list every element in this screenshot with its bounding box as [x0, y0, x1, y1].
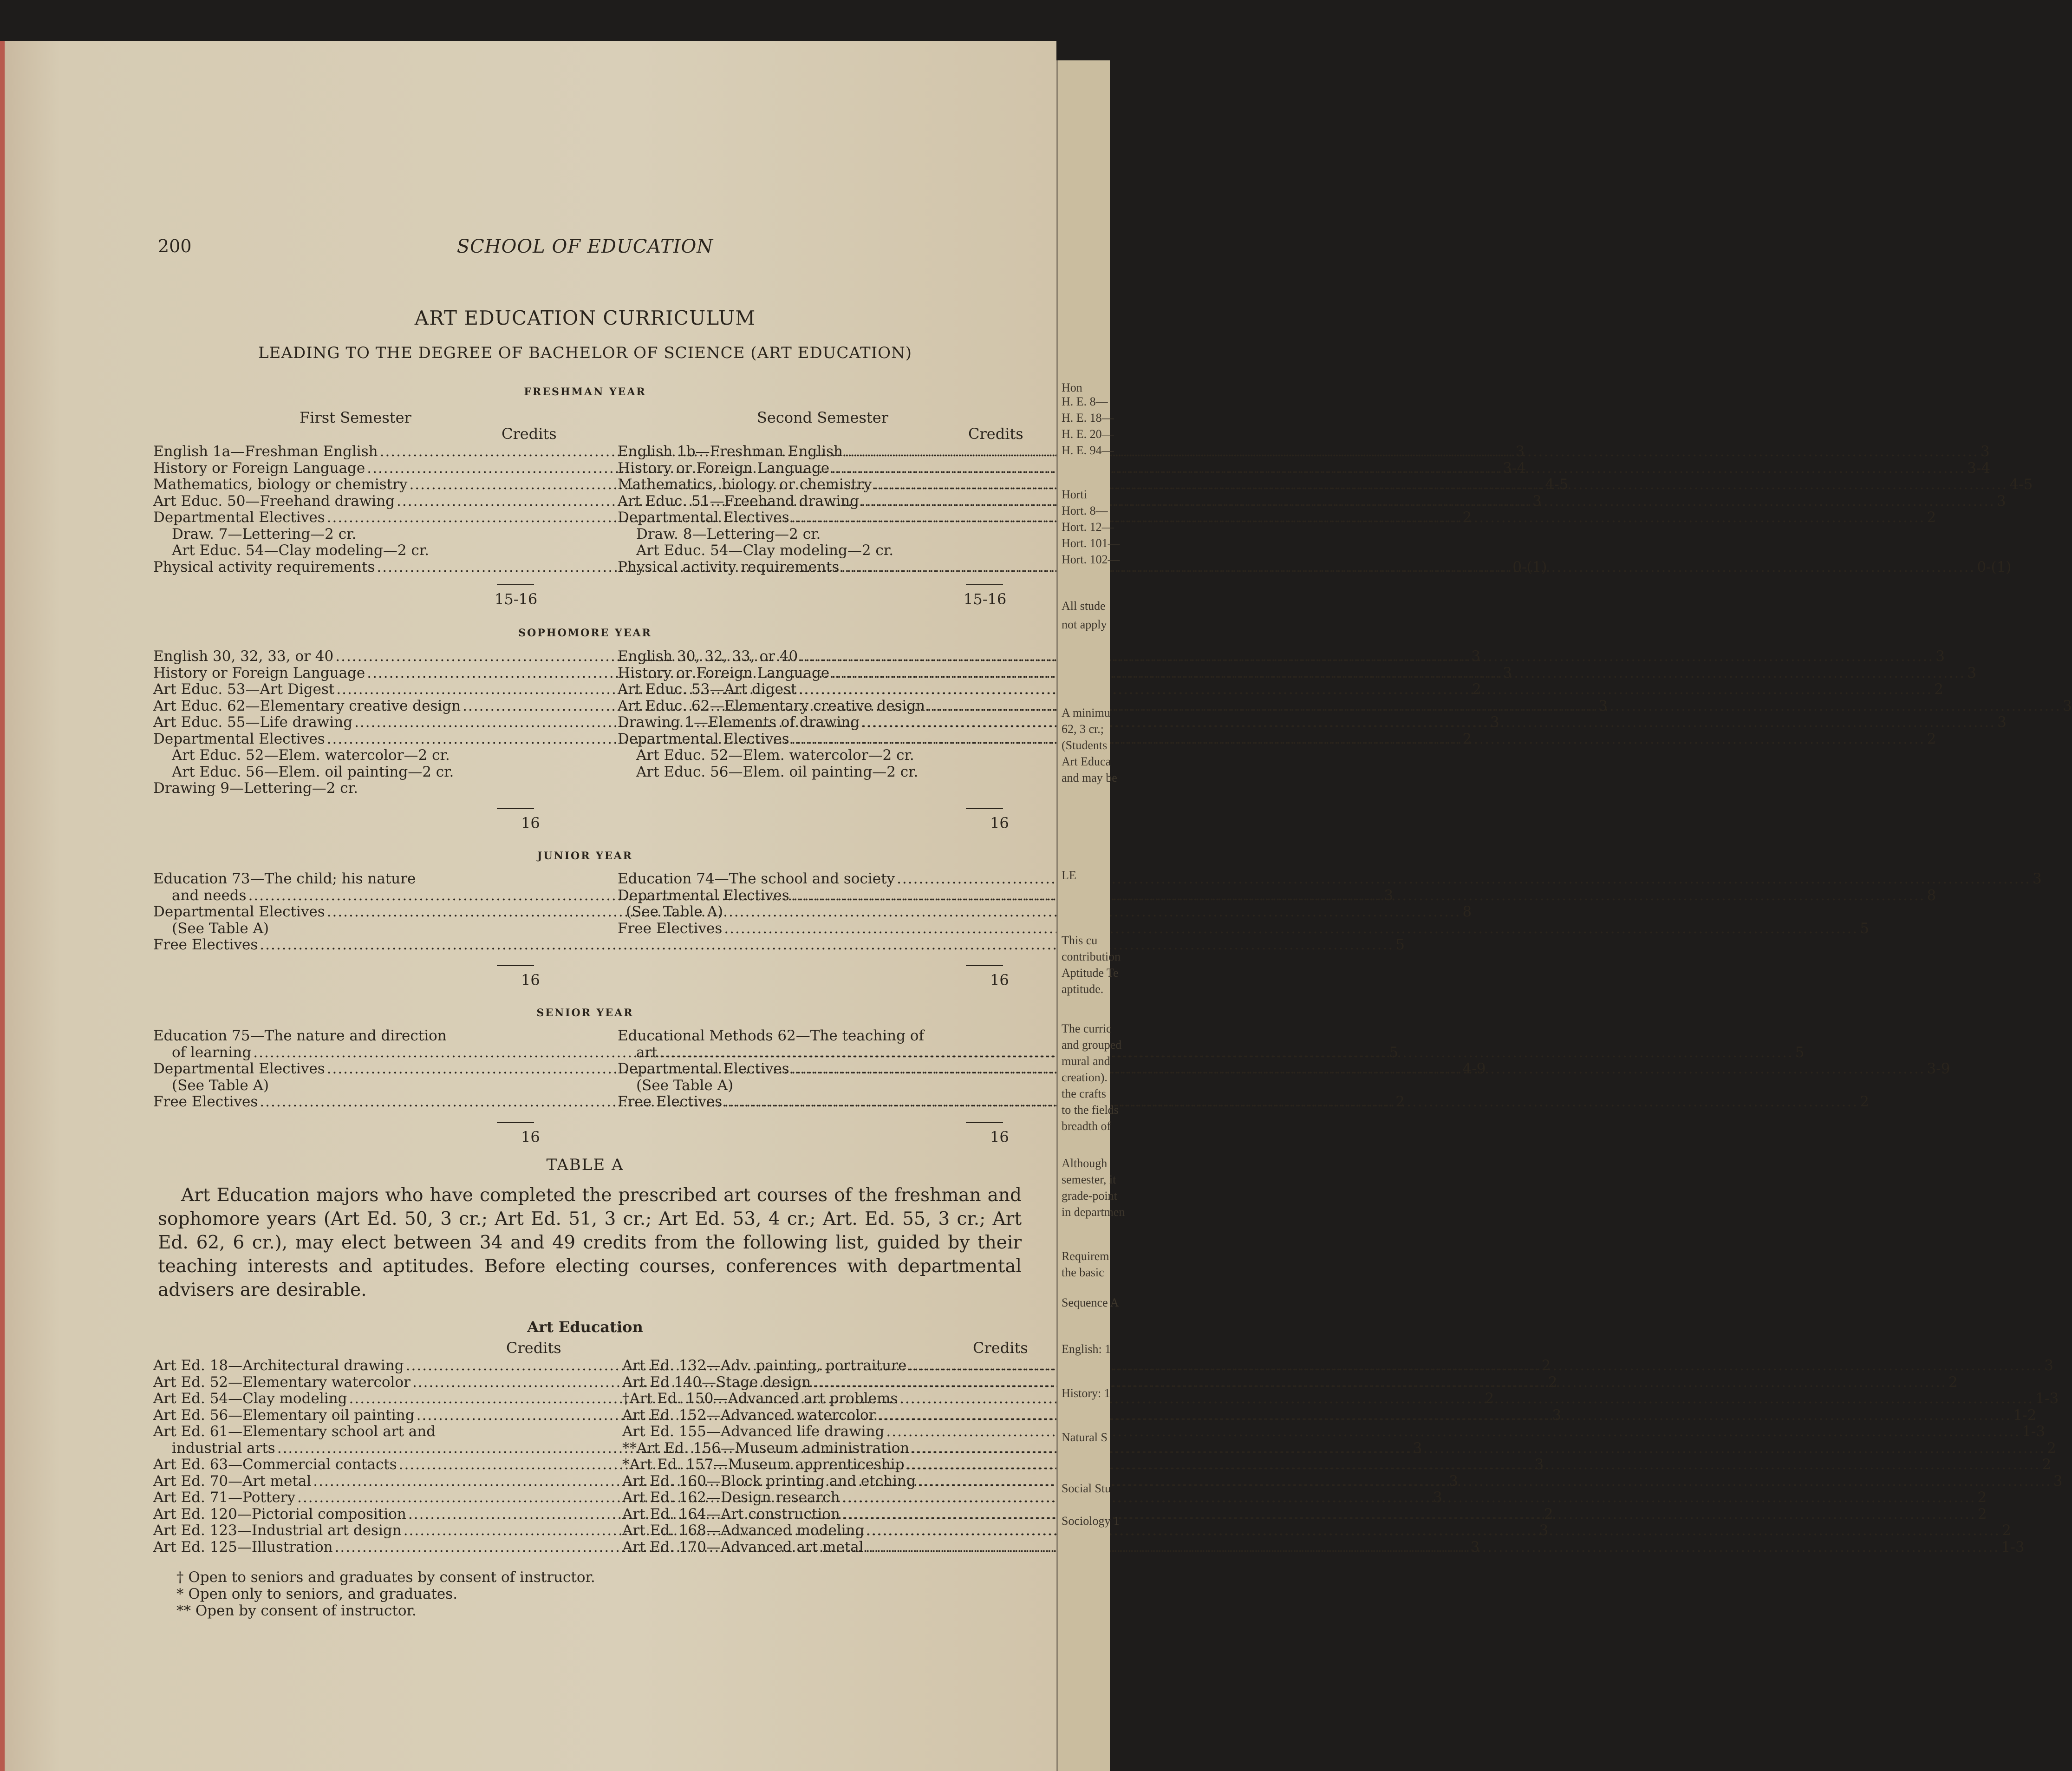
course-credits: 3	[1470, 1538, 1480, 1555]
course-label: Draw. 8—Lettering—2 cr.	[636, 525, 821, 542]
leader-dots	[842, 1490, 1976, 1506]
course-label: Art Educ. 56—Elem. oil painting—2 cr.	[172, 763, 454, 780]
adjacent-page-fragment: Requirem	[1062, 1249, 1109, 1263]
course-row	[153, 1424, 534, 1440]
course-label: Free Electives	[618, 920, 723, 937]
course-credits: 3	[1413, 1439, 1422, 1457]
leader-dots	[866, 1523, 2000, 1539]
course-credits: 2	[1462, 509, 1472, 526]
course-credits: 4-5	[1545, 476, 1569, 493]
course-label: Art Educ. 51—Freehand drawing	[618, 492, 860, 510]
leader-dots	[813, 1374, 1947, 1391]
adjacent-page-fragment: History: 1	[1062, 1386, 1110, 1400]
adjacent-page-fragment: Sequence A	[1062, 1296, 1119, 1309]
course-credits: 3	[2063, 697, 2072, 714]
adjacent-page-fragment: aptitude.	[1062, 982, 1104, 996]
course-credits: 2	[2047, 1439, 2056, 1457]
sophomore-left-total-rule	[497, 808, 534, 809]
leader-dots	[791, 1061, 1925, 1078]
leader-dots	[873, 477, 2007, 493]
course-credits: 3	[1980, 443, 1990, 460]
course-credits: 3	[1539, 1522, 1549, 1539]
course-credits: 1-3	[2001, 1538, 2025, 1555]
freshman-right-total: 15-16	[964, 590, 1007, 608]
course-label: Departmental Electives	[618, 509, 789, 526]
course-credits: 2	[1948, 1373, 1958, 1391]
course-label: of learning	[172, 1044, 252, 1061]
course-row	[622, 1456, 2052, 1473]
course-label: Art Ed. 132—Adv. painting, portraiture	[622, 1357, 907, 1374]
adjacent-page-edge	[1056, 60, 1125, 1771]
course-row	[153, 476, 1569, 493]
course-row	[153, 780, 534, 797]
course-credits: 4-5	[2009, 476, 2033, 493]
adjacent-page-fragment: mural and	[1062, 1054, 1110, 1068]
course-label: Education 74—The school and society	[618, 870, 895, 887]
adjacent-page-fragment: and grouped	[1062, 1038, 1122, 1052]
course-label: Drawing 9—Lettering—2 cr.	[153, 780, 358, 797]
course-label: History or Foreign Language	[618, 664, 830, 681]
junior-left-total-rule	[497, 965, 534, 966]
course-credits: 5	[1395, 936, 1405, 953]
junior-right-total-rule	[966, 965, 1003, 966]
leader-dots	[842, 1506, 1976, 1523]
course-credits: 3	[1598, 697, 1608, 714]
course-credits: 4-9	[1462, 1060, 1486, 1077]
adjacent-page-fragment: the basic	[1062, 1266, 1104, 1279]
leader-dots	[841, 559, 1975, 576]
page-title: ART EDUCATION CURRICULUM	[414, 307, 756, 329]
leader-dots	[724, 921, 1858, 937]
course-label: Art Educ. 50—Freehand drawing	[153, 492, 395, 510]
first-semester-heading: First Semester	[300, 409, 411, 426]
course-row	[618, 1078, 998, 1094]
course-label: Departmental Electives	[618, 1060, 789, 1077]
senior-right-total-rule	[966, 1122, 1003, 1123]
course-row	[153, 459, 1526, 477]
course-credits: 3	[1503, 664, 1512, 681]
adjacent-page-fragment: Aptitude Te	[1062, 966, 1119, 980]
adjacent-page-fragment: semester, it	[1062, 1173, 1116, 1186]
course-credits: 2	[1977, 1505, 1987, 1523]
course-label: Art Ed. 123—Industrial art design	[153, 1522, 402, 1539]
leader-dots	[791, 510, 1925, 526]
course-credits: 8	[1927, 887, 1936, 904]
course-credits: 5	[1795, 1044, 1805, 1061]
course-credits: 1-3	[2022, 1423, 2046, 1440]
course-label: Art Ed. 168—Advanced modeling	[622, 1522, 865, 1539]
senior-left-total: 16	[521, 1128, 540, 1146]
course-credits: 2	[1977, 1489, 1987, 1506]
leader-dots	[831, 460, 1965, 477]
course-label: Art Ed. 54—Clay modeling	[153, 1390, 347, 1407]
course-credits: 1-3	[2035, 1390, 2059, 1407]
course-row	[153, 747, 534, 764]
course-label: English 1a—Freshman English	[153, 443, 378, 460]
second-semester-heading: Second Semester	[757, 409, 888, 426]
course-row	[622, 1538, 2025, 1556]
footnote-double-star: ** Open by consent of instructor.	[176, 1602, 417, 1619]
course-row	[622, 1522, 2012, 1539]
course-credits: 3-9	[1927, 1060, 1950, 1077]
course-label: Art Ed. 70—Art metal	[153, 1472, 312, 1490]
course-credits: 0-(1)	[1512, 558, 1547, 575]
adjacent-page-fragment: not apply	[1062, 618, 1107, 631]
course-label: Art Educ. 55—Life drawing	[153, 714, 353, 731]
course-credits: 3	[1449, 1472, 1458, 1490]
course-label: Art Educ. 62—Elementary creative design	[618, 697, 925, 714]
adjacent-page-fragment: to the fields	[1062, 1103, 1119, 1117]
course-label: Educational Methods 62—The teaching of	[618, 1027, 924, 1044]
table-a-title: TABLE A	[546, 1156, 624, 1174]
course-row	[618, 764, 998, 781]
course-row	[618, 887, 1936, 904]
course-label: Art Ed. 164—Art construction	[622, 1505, 840, 1523]
course-row	[622, 1439, 2056, 1457]
course-label: History or Foreign Language	[618, 459, 830, 477]
course-label: Drawing 1—Elements of drawing	[618, 714, 860, 731]
course-credits: 3	[1532, 492, 1542, 510]
leader-dots	[878, 1407, 2012, 1424]
adjacent-page-fragment: English: 1	[1062, 1342, 1111, 1356]
course-credits: 3	[1996, 492, 2006, 510]
course-label: Mathematics, biology or chemistry	[618, 476, 872, 493]
footnotes	[176, 1569, 595, 1619]
footnote-single-star: * Open only to seniors, and graduates.	[176, 1586, 458, 1602]
course-label: (See Table A)	[172, 1077, 269, 1094]
adjacent-page-fragment: H. E. 18—	[1062, 411, 1114, 425]
course-label: Departmental Electives	[618, 887, 789, 904]
course-label: Mathematics, biology or chemistry	[153, 476, 408, 493]
course-row	[153, 648, 1480, 665]
leader-dots	[791, 888, 1925, 904]
footnote-dagger: † Open to seniors and graduates by consent of instructor.	[176, 1569, 595, 1586]
adjacent-page-fragment: Although	[1062, 1157, 1108, 1170]
sophomore-left-total: 16	[521, 814, 540, 832]
course-label: †Art Ed. 150—Advanced art problems	[622, 1390, 898, 1407]
leader-dots	[861, 714, 1995, 731]
course-row	[153, 542, 534, 559]
freshman-right-total-rule	[966, 584, 1003, 585]
course-row	[618, 681, 1943, 698]
adjacent-page-fragment: LE	[1062, 869, 1076, 882]
course-label: Departmental Electives	[618, 730, 789, 747]
course-label: Art Educ. 52—Elem. watercolor—2 cr.	[636, 747, 914, 764]
adjacent-page-fragment: Sociology 1	[1062, 1514, 1120, 1528]
course-label: industrial arts	[172, 1439, 275, 1457]
course-label: Art Ed. 56—Elementary oil painting	[153, 1406, 415, 1424]
course-row	[618, 542, 998, 559]
course-label: English 1b—Freshman English	[618, 443, 843, 460]
course-credits: 3	[1384, 887, 1394, 904]
course-label: Art Educ. 52—Elem. watercolor—2 cr.	[172, 747, 450, 764]
senior-year-heading: SENIOR YEAR	[536, 1007, 634, 1019]
senior-left-total-rule	[497, 1122, 534, 1123]
adjacent-page-fragment: (Students	[1062, 738, 1108, 752]
credits-heading-left: Credits	[502, 425, 557, 443]
course-row	[153, 1078, 534, 1094]
freshman-left-total-rule	[497, 584, 534, 585]
course-credits: 3	[2044, 1357, 2053, 1374]
course-label: Art Educ. 56—Elem. oil painting—2 cr.	[636, 763, 919, 780]
adjacent-page-fragment: 62, 3 cr.;	[1062, 722, 1104, 736]
table-a-paragraph: Art Education majors who have completed the prescribed art courses of the freshman and sophomore years (Art Ed. 50, 3 cr.; Art Ed. 51, 3 cr.; Art Ed. 53, 4 cr.; Art. Ed. 55, 3 cr.; Art Ed. 62, 6 cr.), may elect between 34 and 49 credits from the following list, guided by their teaching interests and aptitudes. Before electing courses, conferences with departmental advisers are desirable.	[158, 1185, 1022, 1300]
course-label: Art Ed. 160—Block printing and etching	[622, 1472, 916, 1490]
adjacent-page-fragment: Natural S	[1062, 1431, 1108, 1444]
course-row	[153, 764, 534, 781]
course-row	[622, 1373, 1958, 1391]
course-credits: 2	[2002, 1522, 2012, 1539]
leader-dots	[798, 681, 1932, 698]
course-credits: 5	[1389, 1044, 1398, 1061]
course-label: Departmental Electives	[153, 730, 325, 747]
running-head: SCHOOL OF EDUCATION	[456, 236, 714, 257]
course-credits: 1-2	[2013, 1406, 2037, 1424]
course-label: Education 75—The nature and direction	[153, 1027, 447, 1044]
adjacent-page-fragment: All stude	[1062, 599, 1106, 613]
course-credits: 3	[2053, 1472, 2063, 1490]
leader-dots	[861, 493, 1995, 510]
course-label: Physical activity requirements	[618, 558, 840, 575]
leader-dots	[800, 648, 1934, 665]
course-row	[618, 526, 998, 543]
course-label: Physical activity requirements	[153, 558, 375, 575]
course-label: Departmental Electives	[153, 903, 325, 920]
sophomore-right-total: 16	[990, 814, 1009, 832]
course-label: Art Educ. 53—Art digest	[618, 681, 797, 698]
course-credits: 3-4	[1503, 459, 1526, 477]
course-label: Departmental Electives	[153, 1060, 325, 1077]
course-label: English 30, 32, 33, or 40	[153, 648, 334, 665]
course-row	[153, 871, 534, 888]
course-label: Art Ed. 155—Advanced life drawing	[622, 1423, 885, 1440]
course-label: Art Educ. 54—Clay modeling—2 cr.	[636, 542, 894, 559]
junior-year-heading: JUNIOR YEAR	[537, 850, 633, 862]
adjacent-page-fragment: creation).	[1062, 1071, 1108, 1084]
course-row	[622, 1357, 2053, 1374]
freshman-year-heading: FRESHMAN YEAR	[524, 386, 646, 398]
art-ed-credits-heading-left: Credits	[506, 1339, 561, 1357]
junior-second-semester-list	[618, 870, 2042, 937]
adjacent-page-fragment: in departmen	[1062, 1205, 1125, 1219]
adjacent-page-fragment: Hort. 102—	[1062, 553, 1120, 566]
adjacent-page-fragment: Hort. 8—	[1062, 504, 1108, 517]
course-credits: 3	[1935, 648, 1945, 665]
course-label: History or Foreign Language	[153, 459, 365, 477]
course-credits: 2	[1395, 1093, 1405, 1110]
course-credits: 0-(1)	[1977, 558, 2012, 575]
adjacent-page-fragment: Art Educa	[1062, 755, 1111, 768]
leader-dots	[260, 937, 1394, 954]
course-label: Art Educ. 54—Clay modeling—2 cr.	[172, 542, 430, 559]
page-number: 200	[158, 236, 192, 256]
course-row	[153, 921, 534, 937]
course-credits: 3	[1433, 1489, 1442, 1506]
sophomore-right-total-rule	[966, 808, 1003, 809]
adjacent-page-fragment: Hon	[1062, 381, 1082, 394]
course-label: Art Ed. 63—Commercial contacts	[153, 1456, 397, 1473]
adjacent-page-fragment: H. E. 20—	[1062, 427, 1114, 441]
course-row	[618, 920, 1869, 937]
course-label: (See Table A)	[172, 920, 269, 937]
adjacent-page-fragment: Hort. 12—	[1062, 520, 1114, 534]
leader-dots	[659, 1045, 1793, 1061]
course-label: Art Ed. 125—Illustration	[153, 1538, 333, 1555]
course-row	[618, 648, 1945, 665]
course-label: Art Ed. 152—Advanced watercolor	[622, 1406, 876, 1424]
course-label: Free Electives	[153, 936, 258, 953]
junior-right-total: 16	[990, 971, 1009, 989]
course-row	[618, 904, 998, 921]
adjacent-page-fragment: H. E. 94—	[1062, 444, 1114, 457]
course-credits: 2	[1541, 1357, 1551, 1374]
adjacent-page-fragment: contribution	[1062, 950, 1121, 963]
art-education-heading: Art Education	[527, 1318, 643, 1336]
course-credits: 3	[1997, 714, 2007, 731]
art-ed-credits-heading-right: Credits	[973, 1339, 1028, 1357]
sophomore-year-heading: SOPHOMORE YEAR	[518, 627, 652, 639]
course-credits: 8	[1462, 903, 1472, 920]
course-credits: 3	[1534, 1456, 1544, 1473]
course-row	[622, 1406, 2037, 1424]
adjacent-page-fragment: Social Stu	[1062, 1482, 1111, 1495]
course-label: Art Ed. 52—Elementary watercolor	[153, 1373, 410, 1391]
page-subtitle: LEADING TO THE DEGREE OF BACHELOR OF SCIENCE (ART EDUCATION)	[258, 344, 912, 362]
course-credits: 2	[1927, 730, 1936, 747]
leader-dots	[724, 1094, 1858, 1111]
course-credits: 3	[2033, 870, 2042, 887]
course-credits: 3	[1515, 443, 1525, 460]
course-row	[618, 747, 998, 764]
course-row	[618, 1028, 998, 1045]
adjacent-page-fragment: A minimu	[1062, 706, 1110, 719]
credits-heading-right: Credits	[968, 425, 1023, 443]
course-label: Draw. 7—Lettering—2 cr.	[172, 525, 357, 542]
adjacent-page-fragment: Horti	[1062, 488, 1087, 501]
course-label: Art Ed. 18—Architectural drawing	[153, 1357, 404, 1374]
course-row	[153, 1028, 534, 1045]
course-row	[153, 526, 534, 543]
course-credits: 2	[1544, 1505, 1553, 1523]
course-label: Art Ed. 162—Design research	[622, 1489, 840, 1506]
course-label: Art Ed 140—Stage design	[622, 1373, 811, 1391]
leader-dots	[845, 444, 1979, 460]
leader-dots	[866, 1539, 2000, 1556]
course-label: Art Ed. 170—Advanced art metal	[622, 1538, 864, 1555]
course-row	[618, 664, 1976, 682]
course-label: Art Ed. 120—Pictorial composition	[153, 1505, 406, 1523]
adjacent-page-fragment: the crafts	[1062, 1087, 1107, 1100]
course-label: Free Electives	[618, 1093, 723, 1110]
course-row	[618, 476, 2033, 493]
adjacent-page-fragment: Hort. 101—	[1062, 536, 1120, 550]
senior-right-total: 16	[990, 1128, 1009, 1146]
adjacent-page-fragment: This cu	[1062, 934, 1098, 947]
course-label: Art Educ. 62—Elementary creative design	[153, 697, 461, 714]
adjacent-page-fragment: breadth of	[1062, 1119, 1111, 1133]
junior-left-total: 16	[521, 971, 540, 989]
course-label: Free Electives	[153, 1093, 258, 1110]
course-label: (See Table A)	[636, 1077, 734, 1094]
course-credits: 3	[1471, 648, 1480, 665]
course-row	[153, 664, 1512, 682]
course-label: Art Ed. 71—Pottery	[153, 1489, 296, 1506]
course-credits: 2	[1462, 730, 1472, 747]
course-credits: 2	[1472, 681, 1481, 698]
adjacent-page-fragment: The curric	[1062, 1022, 1112, 1035]
course-credits: 2	[1548, 1373, 1557, 1391]
course-row	[622, 1489, 1987, 1506]
course-row	[153, 681, 1481, 698]
course-credits: 3	[1967, 664, 1976, 681]
course-credits: 2	[1927, 509, 1936, 526]
course-credits: 3	[1552, 1406, 1562, 1424]
course-label: Education 73—The child; his nature	[153, 870, 416, 887]
course-label: art	[636, 1044, 658, 1061]
course-label: Departmental Electives	[153, 509, 325, 526]
course-row	[618, 459, 1991, 477]
course-credits: 2	[1934, 681, 1943, 698]
freshman-left-total: 15-16	[495, 590, 538, 608]
leader-dots	[791, 731, 1925, 748]
adjacent-page-fragment: and may be	[1062, 771, 1117, 784]
leader-dots	[831, 665, 1965, 682]
course-credits: 5	[1860, 920, 1869, 937]
course-label: **Art Ed. 156—Museum administration	[622, 1439, 910, 1457]
course-label: Art Ed. 61—Elementary school art and	[153, 1423, 436, 1440]
course-label: English 30, 32, 33, or 40	[618, 648, 798, 665]
adjacent-page-fragment: grade-point	[1062, 1189, 1117, 1202]
course-credits: 2	[1860, 1093, 1869, 1110]
course-credits: 2	[1485, 1390, 1494, 1407]
course-label: and needs	[172, 887, 247, 904]
course-label: History or Foreign Language	[153, 664, 365, 681]
course-label: (See Table A)	[626, 903, 723, 920]
adjacent-page-fragment: H. E. 8—	[1062, 395, 1108, 408]
course-label: Art Educ. 53—Art Digest	[153, 681, 335, 698]
course-credits: 3	[1490, 714, 1499, 731]
course-credits: 3-4	[1967, 459, 1991, 477]
course-label: *Art Ed. 157—Museum apprenticeship	[622, 1456, 905, 1473]
course-credits: 2	[2042, 1456, 2052, 1473]
